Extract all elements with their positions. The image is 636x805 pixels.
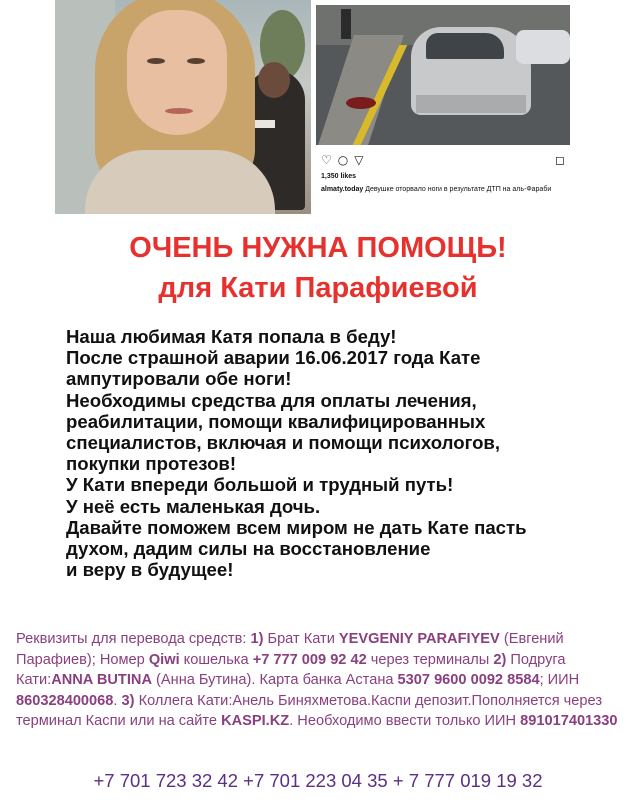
appeal-line: Давайте поможем всем миром не дать Кате пасть xyxy=(66,516,527,538)
photo-car-bumper xyxy=(416,95,526,113)
photo-face xyxy=(127,10,227,135)
req-iin-end: . xyxy=(113,692,118,709)
headline-line-2: для Кати Парафиевой xyxy=(158,272,478,304)
appeal-line: специалистов, включая и помощи психологов, xyxy=(66,432,501,454)
req-friend-name: ANNA BUTINA xyxy=(51,672,152,688)
photo-car-window xyxy=(426,33,504,59)
headline-line-1: ОЧЕНЬ НУЖНА ПОМОЩЬ! xyxy=(129,232,507,264)
appeal-line: и веру в будущее! xyxy=(66,559,234,581)
appeal-line: После страшной аварии 16.06.2017 года Кате xyxy=(66,347,481,369)
appeal-line: Наша любимая Катя попала в беду! xyxy=(66,326,397,347)
req-colleague-text: Коллега Кати:Анель Биняхметова.Каспи депозит.Пополняется через терминал Каспи или на сайте xyxy=(16,692,603,729)
accident-photo xyxy=(316,5,570,145)
photo-people xyxy=(341,9,351,39)
req-number-1: 1) xyxy=(250,631,264,647)
woman-photo xyxy=(55,0,311,214)
req-qiwi: Qiwi xyxy=(148,651,180,668)
photo-stain xyxy=(346,97,376,109)
req-iin-number: 860328400068 xyxy=(16,692,114,709)
req-number-3: 3) xyxy=(121,692,135,709)
post-caption xyxy=(321,185,565,194)
comment-icon[interactable]: ○ xyxy=(337,153,349,167)
req-friend-label: Подруга Кати: xyxy=(16,651,566,688)
req-brother-label: Брат Кати xyxy=(263,631,339,647)
req-friend-ru: (Анна Бутина). xyxy=(151,672,256,688)
req-qiwi-text: кошелька xyxy=(179,651,253,668)
appeal-line: У неё есть маленькая дочь. xyxy=(66,495,321,517)
req-card-label: Карта банка Астана xyxy=(259,672,398,688)
appeal-line: реабилитации, помощи квалифицированных xyxy=(66,410,486,432)
photo-eye-left xyxy=(147,58,165,64)
appeal-line: У Кати впереди большой и трудный путь! xyxy=(66,474,454,496)
share-icon[interactable]: ▽ xyxy=(354,153,364,167)
photo-second-car xyxy=(516,30,570,64)
headline xyxy=(0,228,636,308)
req-brother-ru: (Евгений Парафиев); Номер xyxy=(16,631,564,668)
appeal-line: покупки протезов! xyxy=(66,453,237,475)
appeal-line: ампутировали обе ноги! xyxy=(66,368,292,390)
photo-eye-right xyxy=(187,58,205,64)
post-actions xyxy=(321,153,565,167)
likes-count: 1,350 likes xyxy=(321,173,357,180)
req-number-2: 2) xyxy=(493,651,507,668)
req-brother-name: YEVGENIY PARAFIYEV xyxy=(338,631,500,647)
req-via-terminals: через терминалы xyxy=(370,651,494,668)
req-iin2: 891017401330 xyxy=(520,713,618,729)
post-caption-text: Девушке оторвало ноги в результате ДТП на аль-Фараби xyxy=(365,186,552,193)
appeal-line: духом, дадим силы на восстановление xyxy=(66,538,431,560)
req-card-number: 5307 9600 0092 8584 xyxy=(397,672,540,688)
photo-torso xyxy=(85,150,275,214)
payment-requisites xyxy=(16,629,631,732)
appeal-text xyxy=(66,326,611,580)
photo-mouth xyxy=(165,108,193,114)
req-iin-label: ; ИИН xyxy=(539,672,580,688)
phone-numbers: +7 701 723 32 42 +7 701 223 04 35 + 7 777 019 19 32 xyxy=(93,770,543,791)
appeal-line: Необходимы средства для оплаты лечения, xyxy=(66,389,477,411)
req-qiwi-number: +7 777 009 92 42 xyxy=(252,651,367,668)
post-account[interactable]: almaty.today xyxy=(321,186,364,193)
req-intro: Реквизиты для перевода средств: xyxy=(16,631,251,647)
req-kaspi-link[interactable]: KASPI.KZ xyxy=(221,713,290,729)
bookmark-icon[interactable]: ◻ xyxy=(555,153,565,167)
heart-icon[interactable]: ♡ xyxy=(321,153,332,167)
req-only-iin: . Необходимо ввести только ИИН xyxy=(289,713,517,729)
photo-background-person-head xyxy=(258,62,290,98)
instagram-post xyxy=(316,5,570,215)
